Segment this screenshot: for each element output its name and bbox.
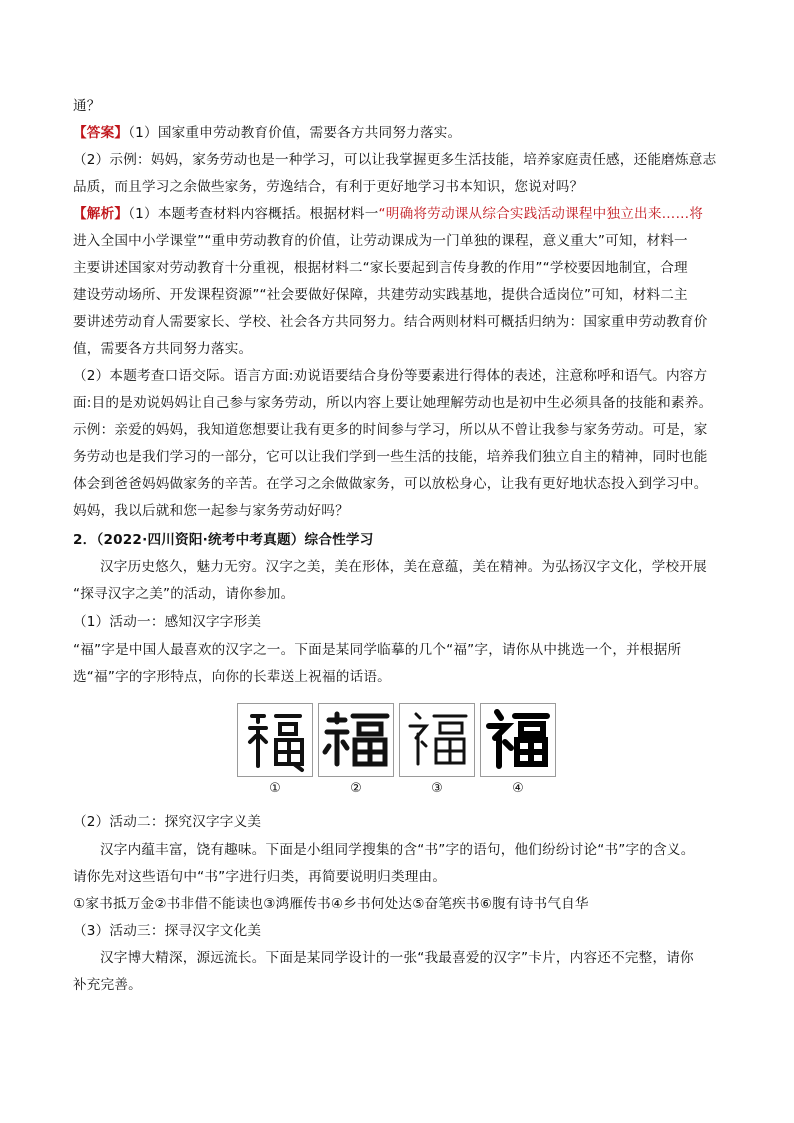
text-line: “福”字是中国人最喜欢的汉字之一。下面是某同学临摹的几个“福”字，请你从中挑选一个，并根据所 [73, 642, 682, 658]
answer-line [73, 123, 733, 143]
text-line: 品质，而且学习之余做些家务，劳逸结合，有利于更好地学习书本知识，您说对吗？ [73, 179, 584, 195]
text-line: 汉字博大精深，源远流长。下面是某同学设计的一张“我最喜爱的汉字”卡片，内容还不完整，请你 [100, 950, 694, 966]
answer-text: （1）国家重申劳动教育价值，需要各方共同努力落实。 [128, 125, 462, 141]
text-line: 示例：亲爱的妈妈，我知道您想要让我有更多的时间参与学习，所以从不曾让我参与家务劳动。可是，家 [73, 422, 708, 438]
text-line: 请你先对这些语句中“书”字进行归类，再简要说明归类理由。 [73, 869, 447, 885]
answer-tag: 【答案】 [73, 125, 129, 141]
analysis-line [73, 204, 733, 224]
text-line: 选“福”字的字形特点，向你的长辈送上祝福的话语。 [73, 669, 391, 685]
text-line: 面:目的是劝说妈妈让自己参与家务劳动，所以内容上要让她理解劳动也是初中生必须具备的技能和素养。 [73, 395, 713, 411]
fu-regular-script-image [399, 703, 475, 777]
text-line: （2）示例：妈妈，家务劳动也是一种学习，可以让我掌握更多生活技能，培养家庭责任感，还能磨炼意志 [73, 152, 717, 168]
text-line: “探寻汉字之美”的活动，请你参加。 [73, 586, 295, 602]
image-label: ② [350, 781, 362, 796]
question-heading: 2．（2022·四川资阳·统考中考真题）综合性学习 [73, 532, 374, 548]
text-line: 建设劳动场所、开发课程资源”“社会要做好保障，共建劳动实践基地，提供合适岗位”可知，材料二主 [73, 287, 688, 303]
text-line: 务劳动也是我们学习的一部分，它可以让我们学到一些生活的技能，培养我们独立自主的精神，同时也能 [73, 449, 708, 465]
activity-heading: （1）活动一：感知汉字字形美 [73, 614, 262, 630]
text-line: 进入全国中小学课堂”“重申劳动教育的价值，让劳动课成为一门单独的课程，意义重大”可知，材料一 [73, 233, 688, 249]
text-line: 要讲述劳动育人需要家长、学校、社会各方共同努力。结合两则材料可概括归纳为：国家重申劳动教育价 [73, 314, 708, 330]
text-line: 汉字内蕴丰富，饶有趣味。下面是小组同学搜集的含“书”字的语句，他们纷纷讨论“书”字的含义。 [100, 842, 695, 858]
text-line: 汉字历史悠久，魅力无穷。汉字之美，美在形体，美在意蕴，美在精神。为弘扬汉字文化，学校开展 [100, 559, 707, 575]
fu-character-gallery [237, 703, 557, 777]
text-line: ①家书抵万金②书非借不能读也③鸿雁传书④乡书何处达⑤奋笔疾书⑥腹有诗书气自华 [73, 896, 589, 912]
analysis-tag: 【解析】 [73, 206, 129, 222]
analysis-text: （1）本题考查材料内容概括。根据材料一 [128, 206, 379, 222]
text-line: 补充完善。 [73, 977, 142, 993]
fu-bold-script-image [480, 703, 556, 777]
activity-heading: （3）活动三：探寻汉字文化美 [73, 923, 262, 939]
text-line: 通？ [73, 98, 101, 114]
image-label: ④ [512, 781, 524, 796]
text-line: 体会到爸爸妈妈做家务的辛苦。在学习之余做做家务，可以放松身心，让我有更好地状态投入到学习中。 [73, 476, 708, 492]
text-line: 妈妈，我以后就和您一起参与家务劳动好吗？ [73, 503, 349, 519]
image-label: ③ [431, 781, 443, 796]
fu-clerical-script-image [318, 703, 394, 777]
text-line: （2）本题考查口语交际。语言方面:劝说语要结合身份等要素进行得体的表述，注意称呼和语气。内容方 [73, 368, 708, 384]
text-line: 主要讲述国家对劳动教育十分重视，根据材料二“家长要起到言传身教的作用”“学校要因地制宜，合理 [73, 260, 688, 276]
image-label: ① [269, 781, 281, 796]
fu-seal-script-image [237, 703, 313, 777]
text-line: 值，需要各方共同努力落实。 [73, 341, 253, 357]
activity-heading: （2）活动二：探究汉字字义美 [73, 814, 262, 830]
quote-highlight: “明确将劳动课从综合实践活动课程中独立出来……将 [378, 206, 704, 222]
